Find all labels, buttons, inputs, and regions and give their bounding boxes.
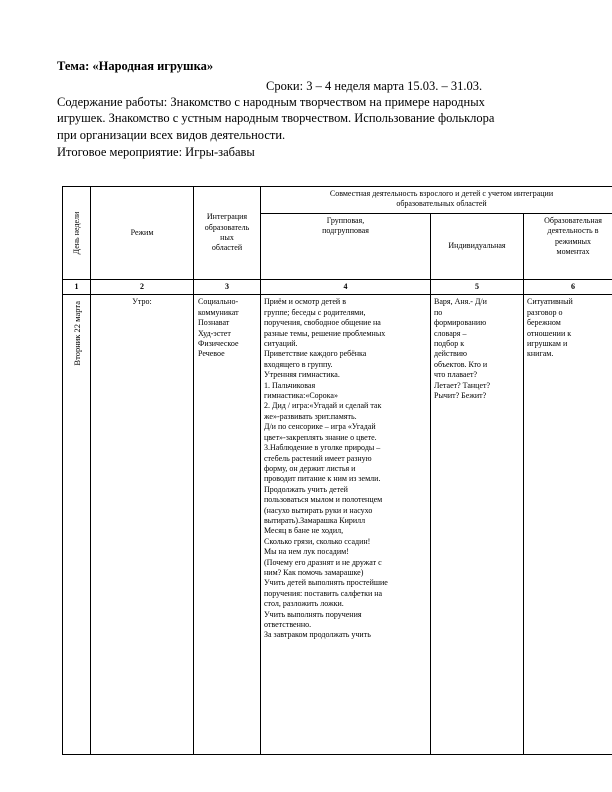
header-day-of-week: День недели bbox=[63, 187, 91, 280]
row-day: Вторник 22 марта bbox=[63, 295, 91, 755]
final-event-line: Итоговое мероприятие: Игры-забавы bbox=[57, 145, 255, 159]
row-educational-activity: Ситуативный разговор о бережном отношении к игрушкам и книгам. bbox=[524, 295, 612, 755]
col-number: 6 bbox=[524, 280, 612, 295]
row-integration: Социально- коммуникат Познават Худ-эстет Физическое Речевое bbox=[194, 295, 261, 755]
header-educational: Образовательная деятельность в режимных моментах bbox=[524, 214, 612, 280]
plan-table bbox=[62, 186, 612, 755]
header-group: Групповая, подгрупповая bbox=[261, 214, 431, 280]
col-number: 3 bbox=[194, 280, 261, 295]
header-joint-activity: Совместная деятельность взрослого и детей с учетом интеграции образовательных областей bbox=[261, 187, 612, 214]
row-regime: Утро: bbox=[91, 295, 194, 755]
col-number: 2 bbox=[91, 280, 194, 295]
header-individual: Индивидуальная bbox=[431, 214, 524, 280]
col-number: 4 bbox=[261, 280, 431, 295]
col-number: 1 bbox=[63, 280, 91, 295]
header-regime: Режим bbox=[91, 187, 194, 280]
topic-title: Тема: «Народная игрушка» bbox=[57, 59, 214, 73]
content-line-3: при организации всех видов деятельности. bbox=[57, 128, 286, 142]
row-group-activity: Приём и осмотр детей в группе; беседы с родителями, поручения, свободное общение на разные темы, решение проблемных ситуаций. Приветствие каждого ребёнка входящего в группу. Утренняя гимнастика. 1. Пальчиковая гимнастика:«Сорока» 2. Дид / игра:«Угадай и сделай так же»-развивать зрит.память. Д/и по сенсорике – игра «Угадай цвет»-закреплять знание о цвете. 3.Наблюдение в уголке природы – стебель растений имеет разную форму, он держит листья и проводит питание к ним из земли. Продолжать учить детей пользоваться мылом и полотенцем (насухо вытирать руки и насухо вытирать).Замарашка Кирилл Месяц в бане не ходил, Сколько грязи, сколько ссадин! Мы на нем лук посадим! (Почему его дразнят и не дружат с ним? Как помочь замарашке) Учить детей выполнять простейшие поручения: поставить салфетки на стол, разложить ложки. Учить выполнять поручения ответственно. За завтраком продолжать учить bbox=[261, 295, 431, 755]
col-number: 5 bbox=[431, 280, 524, 295]
content-line-2: игрушек. Знакомство с устным народным творчеством. Использование фольклора bbox=[57, 111, 495, 125]
dates-line: Сроки: 3 – 4 неделя марта 15.03. – 31.03. bbox=[266, 79, 483, 93]
content-line-1: Содержание работы: Знакомство с народным творчеством на примере народных bbox=[57, 95, 485, 109]
header-integration: Интеграция образователь ных областей bbox=[194, 187, 261, 280]
row-individual-activity: Варя, Аня.- Д/и по формированию словаря – подбор к действию объектов. Кто и что плавает? Летает? Танцет? Рычит? Бежит? bbox=[431, 295, 524, 755]
